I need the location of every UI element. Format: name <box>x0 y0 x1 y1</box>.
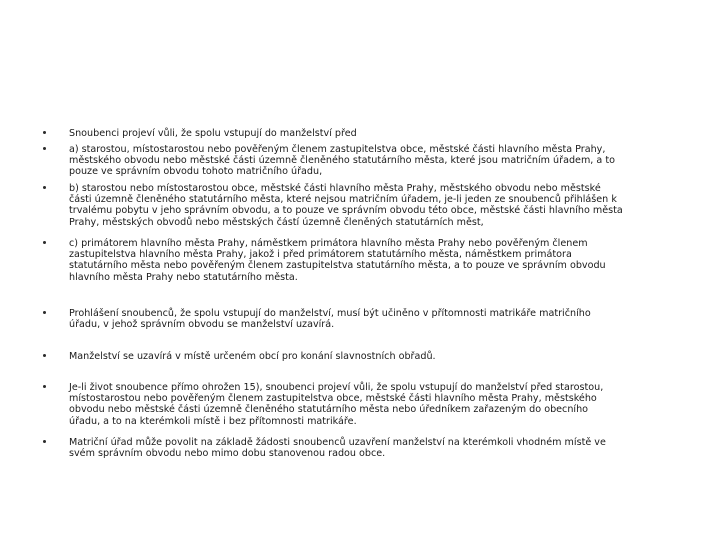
item-text <box>69 351 689 362</box>
bullet-icon <box>43 147 46 150</box>
text-line: Je-li život snoubence přímo ohrožen 15), snoubenci projeví vůli, že spolu vstupují do manželství před starostou, <box>69 382 604 393</box>
text-line: b) starostou nebo místostarostou obce, městské části hlavního města Prahy, městského obvodu nebo městské <box>69 183 601 194</box>
text-line: Manželství se uzavírá v místě určeném obcí pro konání slavnostních obřadů. <box>69 351 436 362</box>
bullet-icon <box>43 186 46 189</box>
bullet-icon <box>43 440 46 443</box>
text-line: městského obvodu nebo městské části územně členěného statutárního města, které jsou matričním úřadem, a to <box>69 155 615 167</box>
text-line: místostarostou nebo pověřeným členem zastupitelstva obce, městské části hlavního města Prahy, městského <box>69 393 597 405</box>
text-line: úřadu, v jehož správním obvodu se manželství uzavírá. <box>69 319 335 331</box>
text-line: obvodu nebo městské části územně členěného statutárního města nebo úředníkem zařazeným do obecního <box>69 404 589 416</box>
item-text <box>69 183 689 228</box>
bullet-icon <box>43 385 46 388</box>
text-line: a) starostou, místostarostou nebo pověřeným členem zastupitelstva obce, městské části hlavního města Prahy, <box>69 144 606 155</box>
bullet-icon <box>43 241 46 244</box>
bullet-icon <box>43 354 46 357</box>
text-line: Matriční úřad může povolit na základě žádosti snoubenců uzavření manželství na kterémkoli vhodném místě ve <box>69 437 606 448</box>
text-line: Prahy, městských obvodů nebo městských částí územně členěných statutárních měst, <box>69 216 484 228</box>
item-text <box>69 437 689 459</box>
text-line: hlavního města Prahy nebo statutárního města. <box>69 271 298 283</box>
text-line: Snoubenci projeví vůli, že spolu vstupují do manželství před <box>69 128 357 139</box>
item-text <box>69 128 689 139</box>
text-line: statutárního města nebo pověřeným členem zastupitelstva statutárního města, a to pouze ve správním obvodu <box>69 260 606 272</box>
text-line: svém správním obvodu nebo mimo dobu stanovenou radou obce. <box>69 448 386 460</box>
text-line: pouze ve správním obvodu tohoto matričního úřadu, <box>69 166 323 178</box>
item-text <box>69 238 689 283</box>
item-text <box>69 144 689 178</box>
text-line: úřadu, a to na kterémkoli místě i bez přítomnosti matrikáře. <box>69 415 357 427</box>
text-line: trvalému pobytu v jeho správním obvodu, a to pouze ve správním obvodu této obce, městské části hlavního města <box>69 205 623 217</box>
item-text <box>69 382 689 427</box>
bullet-icon <box>43 311 46 314</box>
text-line: části územně členěného statutárního města, které nejsou matričním úřadem, je-li jeden ze snoubenců přihlášen k <box>69 194 617 206</box>
bullet-icon <box>43 131 46 134</box>
text-line: c) primátorem hlavního města Prahy, náměstkem primátora hlavního města Prahy nebo pověřeným členem <box>69 238 588 249</box>
text-line: zastupitelstva hlavního města Prahy, jakož i před primátorem statutárního města, náměstkem primátora <box>69 249 572 261</box>
item-text <box>69 308 689 330</box>
text-line: Prohlášení snoubenců, že spolu vstupují do manželství, musí být učiněno v přítomnosti matrikáře matričního <box>69 308 591 319</box>
